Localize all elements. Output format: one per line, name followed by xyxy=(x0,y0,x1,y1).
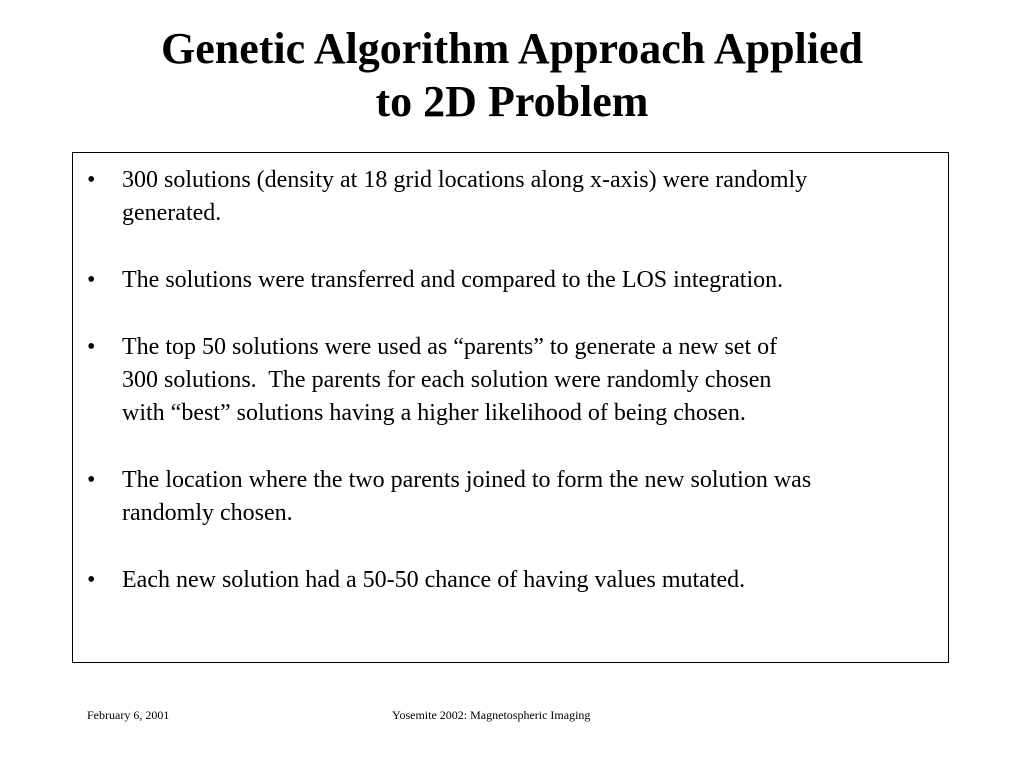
bullet-dot-icon: • xyxy=(87,334,96,360)
bullet-list xyxy=(73,164,950,597)
bullet-dot-icon: • xyxy=(87,167,96,193)
bullet-dot-icon: • xyxy=(87,267,96,293)
bullet-line: with “best” solutions having a higher likelihood of being chosen. xyxy=(122,400,746,426)
bullet-line: generated. xyxy=(122,200,222,226)
bullet-item xyxy=(73,164,950,230)
bullet-item xyxy=(73,264,950,297)
bullet-line: 300 solutions. The parents for each solution were randomly chosen xyxy=(122,367,772,393)
content-box xyxy=(72,152,949,663)
bullet-line: Each new solution had a 50-50 chance of having values mutated. xyxy=(122,567,746,593)
footer-event-title: Yosemite 2002: Magnetospheric Imaging xyxy=(392,708,591,722)
bullet-line: randomly chosen. xyxy=(122,500,293,526)
bullet-item xyxy=(73,331,950,430)
slide-title xyxy=(0,22,1024,128)
bullet-line: The solutions were transferred and compared to the LOS integration. xyxy=(122,267,784,293)
bullet-dot-icon: • xyxy=(87,467,96,493)
slide-title-line-2: to 2D Problem xyxy=(375,77,649,126)
bullet-line: The location where the two parents joined to form the new solution was xyxy=(122,467,812,493)
bullet-line: The top 50 solutions were used as “parents” to generate a new set of xyxy=(122,334,778,360)
bullet-line: 300 solutions (density at 18 grid locations along x-axis) were randomly xyxy=(122,167,808,193)
footer-date: February 6, 2001 xyxy=(87,708,170,722)
bullet-dot-icon: • xyxy=(87,567,96,593)
bullet-item xyxy=(73,464,950,530)
bullet-item xyxy=(73,564,950,597)
slide-title-line-1: Genetic Algorithm Approach Applied xyxy=(160,24,864,73)
